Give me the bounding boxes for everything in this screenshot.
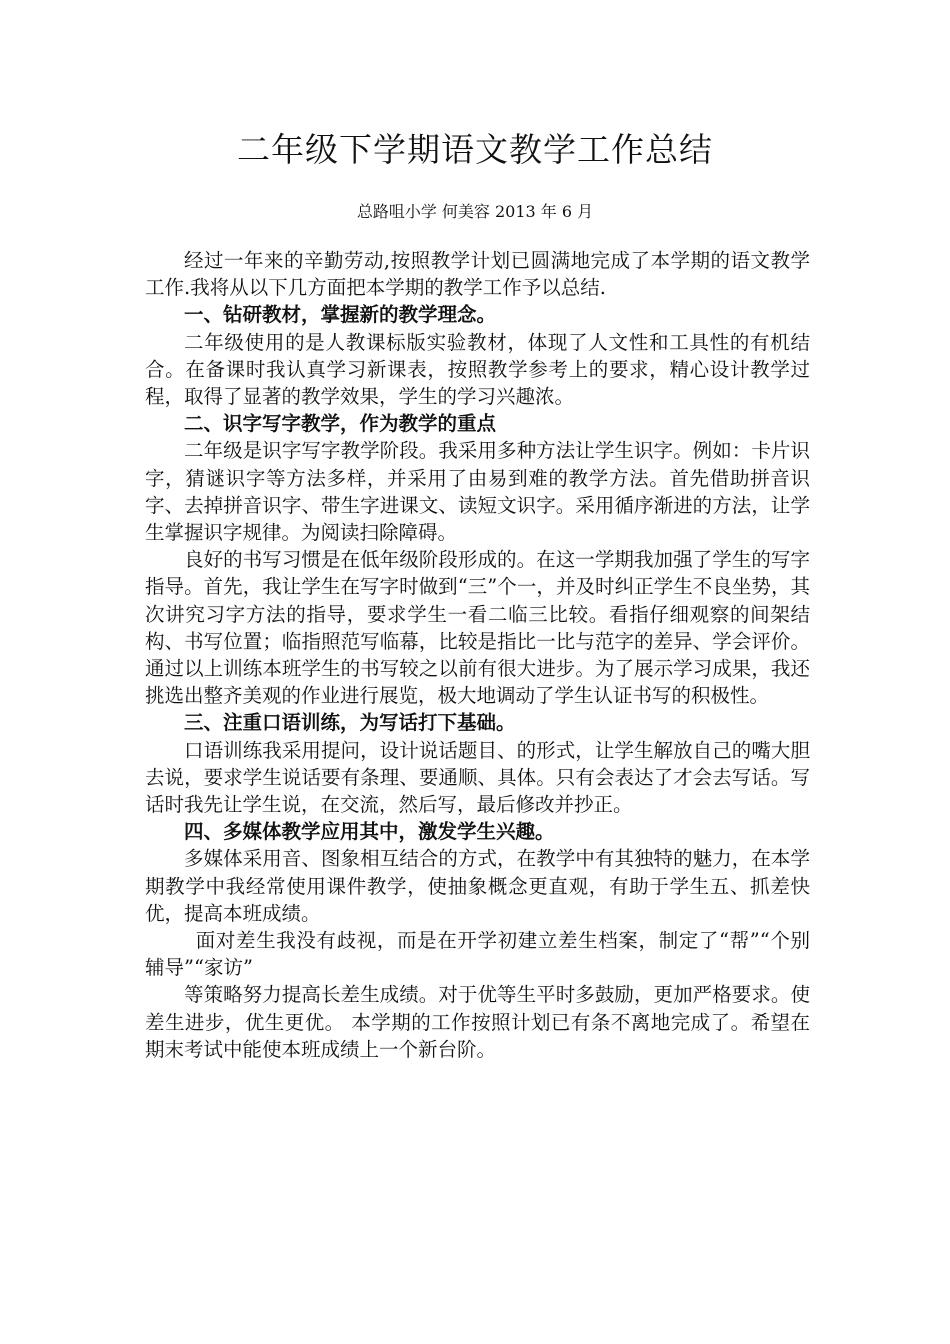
document-body <box>145 247 810 1063</box>
body-paragraph: 口语训练我采用提问，设计说话题目、的形式，让学生解放自己的嘴大胆去说，要求学生说话要有条理、要通顺、具体。只有会表达了才会去写话。写话时我先让学生说，在交流，然后写，最后修改并抄正。 <box>145 738 810 817</box>
body-paragraph: 面对差生我没有歧视，而是在开学初建立差生档案，制定了“帮”“个别辅导”“家访” <box>145 929 810 980</box>
document-byline: 总路咀小学 何美容 2013 年 6 月 <box>356 202 594 221</box>
section-heading-2: 二、识字写字教学，作为教学的重点 <box>184 412 497 436</box>
closing-paragraph: 等策略努力提高长差生成绩。对于优等生平时多鼓励，更加严格要求。使差生进步，优生更优。 本学期的工作按照计划已有条不离地完成了。希望在期末考试中能使本班成绩上一个新台阶。 <box>145 983 810 1061</box>
section-heading-4: 四、多媒体教学应用其中，激发学生兴趣。 <box>184 820 555 844</box>
section-heading-1: 一、钻研教材，掌握新的教学理念。 <box>184 303 497 327</box>
document-title: 二年级下学期语文教学工作总结 <box>237 130 713 169</box>
body-paragraph: 多媒体采用音、图象相互结合的方式，在教学中有其独特的魅力，在本学期教学中我经常使用课件教学，使抽象概念更直观，有助于学生五、抓差快优，提高本班成绩。 <box>145 847 810 925</box>
section-heading-3: 三、注重口语训练，为写话打下基础。 <box>184 711 516 735</box>
body-paragraph: 良好的书写习惯是在低年级阶段形成的。在这一学期我加强了学生的写字指导。首先，我让学生在写字时做到“三”个一，并及时纠正学生不良坐势，其次讲究习字方法的指导，要求学生一看二临三比较。看指仔细观察的间架结构、书写位置；临指照范写临幕，比较是指比一比与范字的差异、学会评价。通过以上训练本班学生的书写较之以前有很大进步。为了展示学习成果，我还挑选出整齐美观的作业进行展览，极大地调动了学生认证书写的积极性。 <box>145 548 810 708</box>
body-paragraph: 二年级使用的是人教课标版实验教材，体现了人文性和工具性的有机结合。在备课时我认真学习新课表，按照教学参考上的要求，精心设计教学过程，取得了显著的教学效果，学生的学习兴趣浓。 <box>145 330 810 409</box>
intro-paragraph: 经过一年来的辛勤劳动,按照教学计划已圆满地完成了本学期的语文教学工作.我将从以下几方面把本学期的教学工作予以总结. <box>145 249 810 300</box>
body-paragraph: 二年级是识字写字教学阶段。我采用多种方法让学生识字。例如：卡片识字，猜谜识字等方法多样，并采用了由易到难的教学方法。首先借助拼音识字、去掉拼音识字、带生字进课文、读短文识字。采用循序渐进的方法，让学生掌握识字规律。为阅读扫除障碍。 <box>145 439 810 545</box>
